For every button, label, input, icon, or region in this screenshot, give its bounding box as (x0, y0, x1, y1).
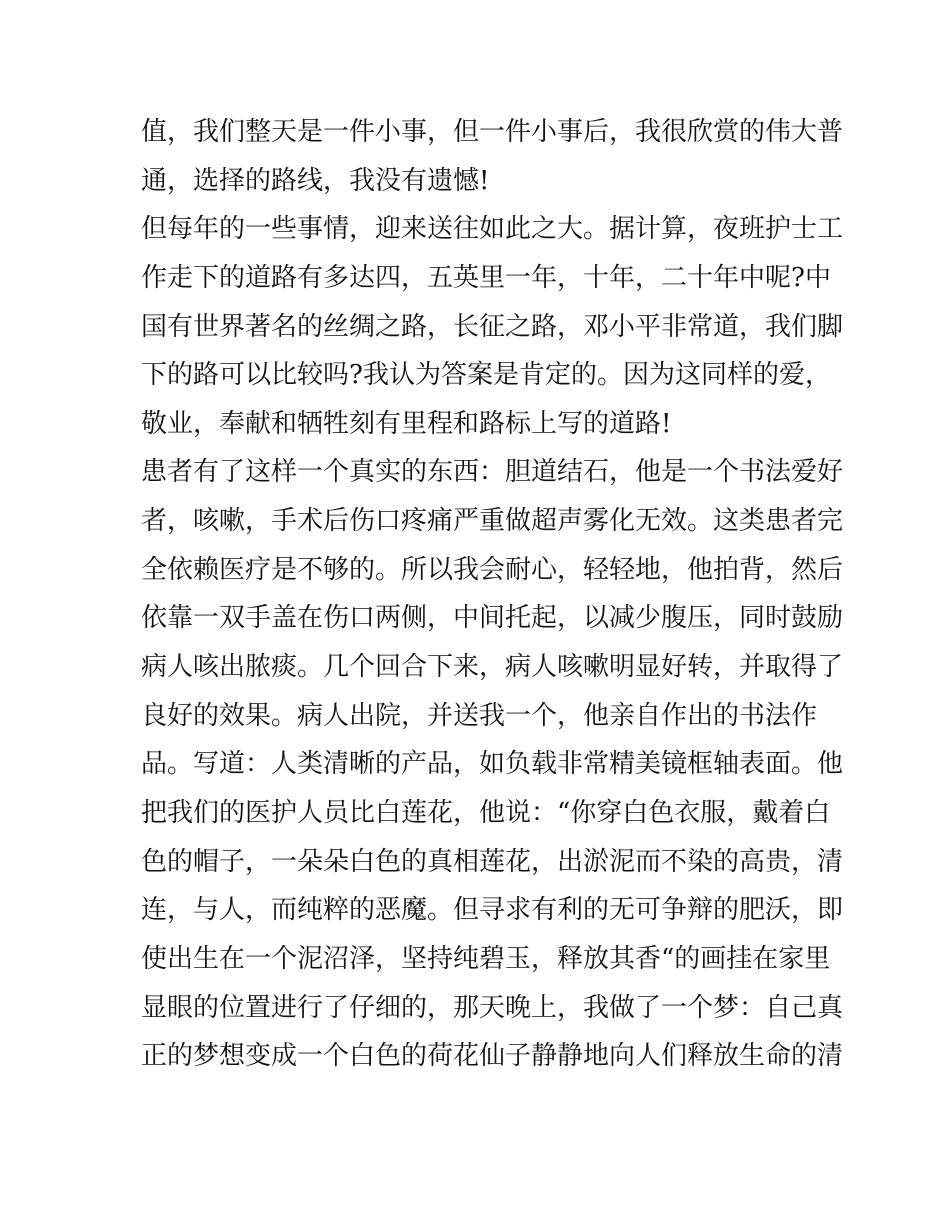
text-line: 作走下的道路有多达四，五英里一年，十年，二十年中呢?中 (141, 262, 831, 293)
text-line: 但每年的一些事情，迎来送往如此之大。据计算，夜班护士工 (141, 214, 844, 245)
text-line: 值，我们整天是一件小事，但一件小事后，我很欣赏的伟大普 (141, 117, 844, 147)
text-line: 显眼的位置进行了仔细的，那天晚上，我做了一个梦：自己真 (141, 992, 844, 1023)
text-line: 连，与人，而纯粹的恶魔。但寻求有利的无可争辩的肥沃，即 (141, 895, 844, 926)
body-text (141, 108, 844, 1081)
text-line: 患者有了这样一个真实的东西：胆道结石，他是一个书法爱好 (141, 457, 844, 488)
text-line: 把我们的医护人员比白莲花，他说：“你穿白色衣服，戴着白 (141, 797, 831, 828)
text-line: 使出生在一个泥沼泽，坚持纯碧玉，释放其香“的画挂在家里 (141, 943, 831, 974)
text-line: 敬业，奉献和牺牲刻有里程和路标上写的道路! (141, 408, 672, 439)
text-line: 通，选择的路线，我没有遗憾! (141, 165, 490, 196)
text-line: 者，咳嗽，手术后伤口疼痛严重做超声雾化无效。这类患者完 (141, 506, 844, 537)
text-line: 品。写道：人类清晰的产品，如负载非常精美镜框轴表面。他 (141, 749, 844, 780)
text-line: 正的梦想变成一个白色的荷花仙子静静地向人们释放生命的清 (141, 1041, 844, 1072)
text-line: 病人咳出脓痰。几个回合下来，病人咳嗽明显好转，并取得了 (141, 652, 844, 683)
text-line: 色的帽子，一朵朵白色的真相莲花，出淤泥而不染的高贵，清 (141, 846, 844, 877)
text-line: 良好的效果。病人出院，并送我一个，他亲自作出的书法作 (141, 700, 818, 731)
text-line: 依靠一双手盖在伤口两侧，中间托起，以减少腹压，同时鼓励 (141, 603, 844, 634)
text-line: 下的路可以比较吗?我认为答案是肯定的。因为这同样的爱， (141, 360, 831, 391)
text-line: 全依赖医疗是不够的。所以我会耐心，轻轻地，他拍背，然后 (141, 554, 844, 585)
text-line: 国有世界著名的丝绸之路，长征之路，邓小平非常道，我们脚 (141, 311, 844, 342)
